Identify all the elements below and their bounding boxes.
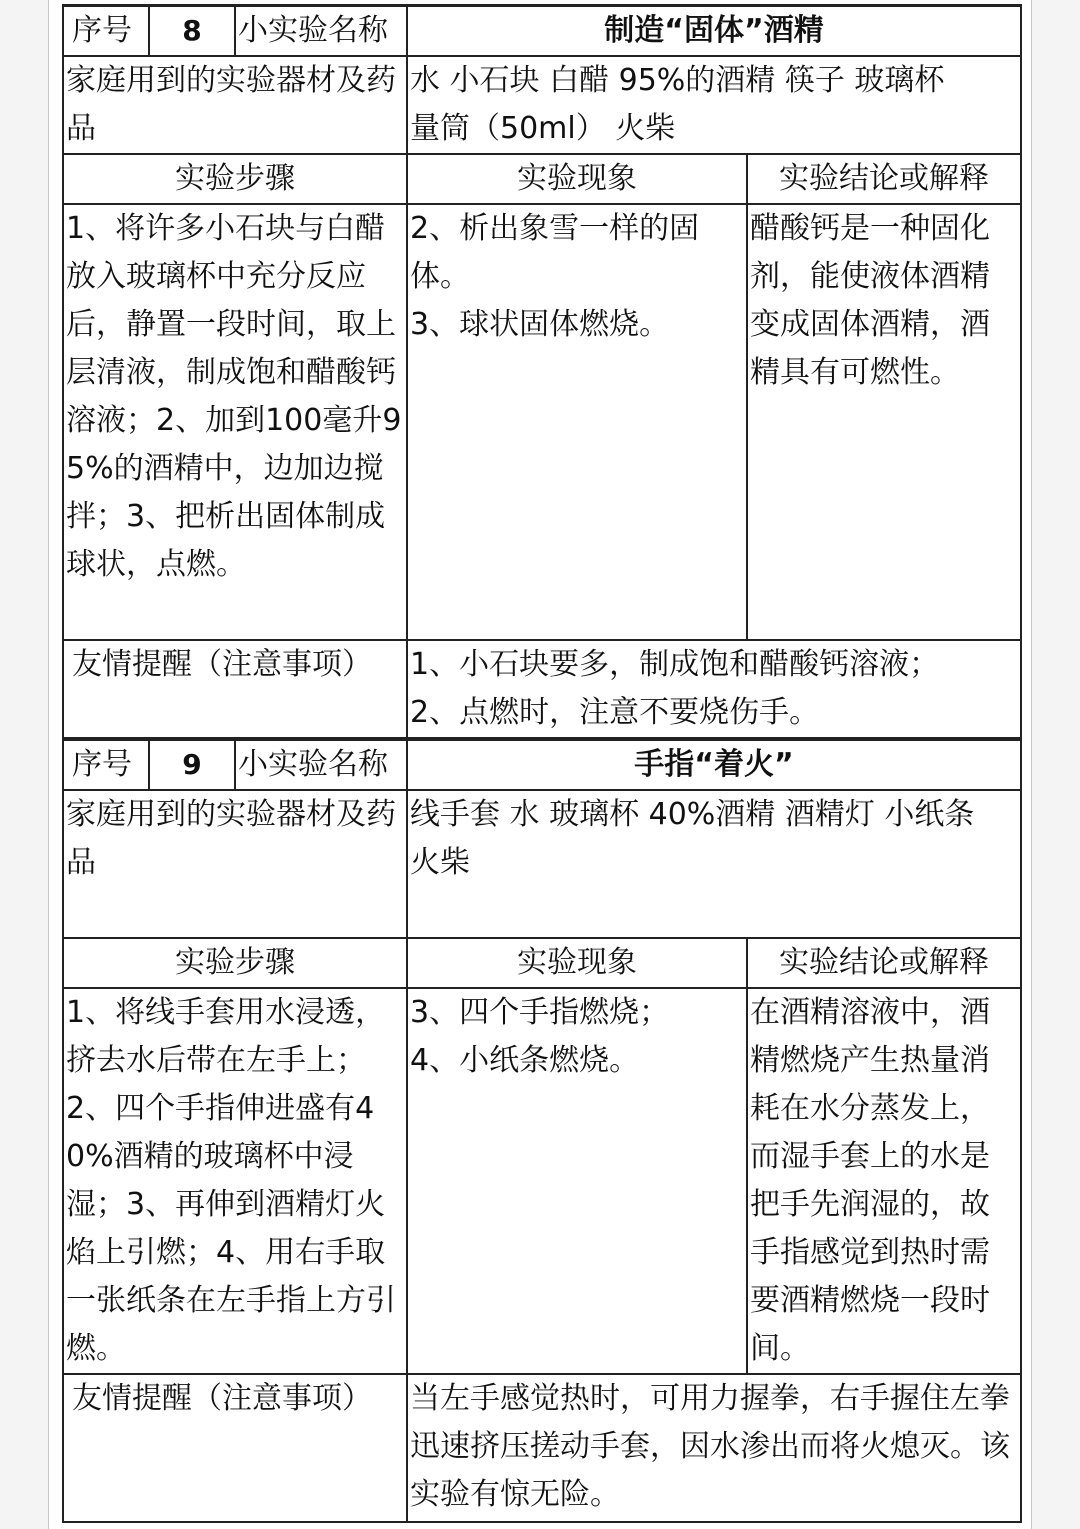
experiment-name: 制造“固体”酒精 <box>407 6 1021 57</box>
conclusion-text: 醋酸钙是一种固化剂，能使液体酒精变成固体酒精，酒精具有可燃性。 <box>747 204 1021 640</box>
content-row <box>63 204 1021 640</box>
experiment-name-label: 小实验名称 <box>235 6 407 57</box>
phenomena-line: 2、析出象雪一样的固体。 <box>410 211 700 294</box>
materials-row <box>63 56 1021 154</box>
materials-label: 家庭用到的实验器材及药品 <box>63 56 407 154</box>
reminder-text <box>407 640 1021 738</box>
experiment-name: 手指“着火” <box>407 740 1021 791</box>
phenomena-text <box>407 204 747 640</box>
materials-line: 线手套 水 玻璃杯 40%酒精 酒精灯 小纸条 <box>410 797 975 832</box>
experiment-table-8 <box>62 4 1022 739</box>
conclusion-header: 实验结论或解释 <box>747 938 1021 988</box>
steps-header: 实验步骤 <box>63 154 407 204</box>
header-row <box>63 154 1021 204</box>
title-row <box>63 740 1021 791</box>
materials-label: 家庭用到的实验器材及药品 <box>63 790 407 938</box>
reminder-label: 友情提醒（注意事项） <box>63 640 407 738</box>
steps-text: 1、将线手套用水浸透，挤去水后带在左手上；2、四个手指伸进盛有40%酒精的玻璃杯中浸湿；3、再伸到酒精灯火焰上引燃；4、用右手取一张纸条在左手指上方引燃。 <box>63 988 407 1374</box>
materials-line: 量筒（50ml） 火柴 <box>410 111 676 146</box>
experiment-name-label: 小实验名称 <box>235 740 407 791</box>
content-row <box>63 988 1021 1374</box>
steps-text: 1、将许多小石块与白醋放入玻璃杯中充分反应后，静置一段时间，取上层清液，制成饱和醋酸钙溶液；2、加到100毫升95%的酒精中，边加边搅拌；3、把析出固体制成球状，点燃。 <box>63 204 407 640</box>
seq-label: 序号 <box>63 740 149 791</box>
header-row <box>63 938 1021 988</box>
experiment-number: 8 <box>149 6 235 57</box>
phenomena-text <box>407 988 747 1374</box>
reminder-text: 当左手感觉热时，可用力握拳，右手握住左拳迅速挤压搓动手套，因水渗出而将火熄灭。该实验有惊无险。 <box>407 1374 1021 1522</box>
phenomena-line: 4、小纸条燃烧。 <box>410 1043 640 1078</box>
seq-label: 序号 <box>63 6 149 57</box>
phenomena-header: 实验现象 <box>407 938 747 988</box>
materials-list <box>407 790 1021 938</box>
phenomena-line: 3、四个手指燃烧； <box>410 995 670 1030</box>
phenomena-line: 3、球状固体燃烧。 <box>410 307 670 342</box>
conclusion-text: 在酒精溶液中，酒精燃烧产生热量消耗在水分蒸发上，而湿手套上的水是把手先润湿的，故手指感觉到热时需要酒精燃烧一段时间。 <box>747 988 1021 1374</box>
conclusion-header: 实验结论或解释 <box>747 154 1021 204</box>
materials-line: 水 小石块 白醋 95%的酒精 筷子 玻璃杯 <box>410 63 945 98</box>
reminder-row <box>63 640 1021 738</box>
steps-header: 实验步骤 <box>63 938 407 988</box>
materials-row <box>63 790 1021 938</box>
experiment-number: 9 <box>149 740 235 791</box>
materials-list <box>407 56 1021 154</box>
title-row <box>63 6 1021 57</box>
reminder-line: 2、点燃时，注意不要烧伤手。 <box>410 695 820 730</box>
reminder-row <box>63 1374 1021 1522</box>
reminder-label: 友情提醒（注意事项） <box>63 1374 407 1522</box>
materials-line: 火柴 <box>410 845 470 880</box>
phenomena-header: 实验现象 <box>407 154 747 204</box>
experiment-table-9 <box>62 738 1022 1523</box>
reminder-line: 1、小石块要多，制成饱和醋酸钙溶液； <box>410 647 940 682</box>
